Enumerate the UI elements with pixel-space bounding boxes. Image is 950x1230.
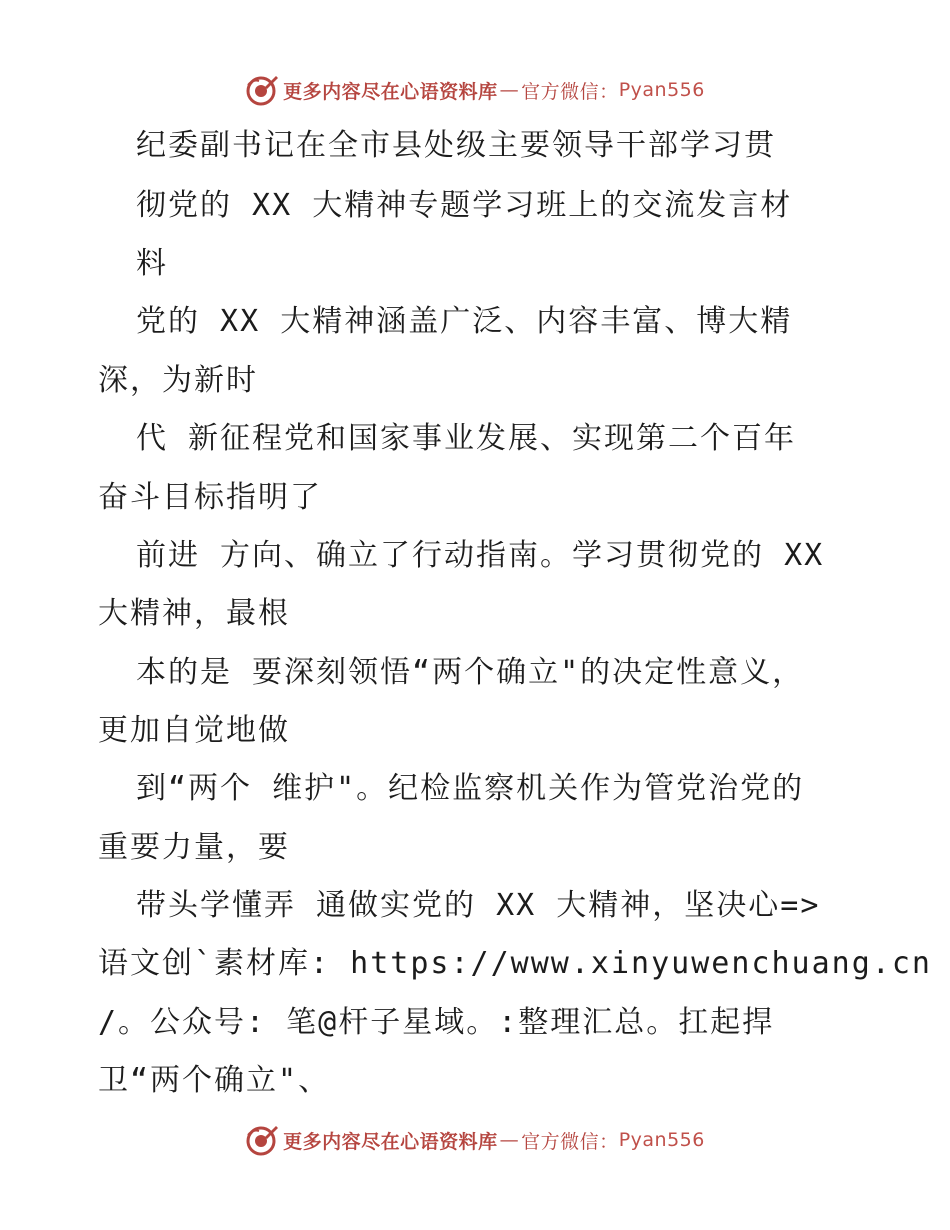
paragraph-line: 本的是 要深刻领悟“两个确立"的决定性意义， xyxy=(136,655,805,690)
paragraph-line: 重要力量，要 xyxy=(98,830,290,865)
title-line: 纪委副书记在全市县处级主要领导干部学习贯 xyxy=(136,128,776,163)
footer-watermark xyxy=(0,1122,950,1158)
paragraph-line: 更加自觉地做 xyxy=(98,713,290,748)
watermark-label: 官方微信： xyxy=(521,80,619,103)
paragraph-line: 卫“两个确立"、 xyxy=(98,1063,331,1098)
pen-logo-icon xyxy=(245,1123,279,1157)
title-line: 彻党的 XX 大精神专题学习班上的交流发言材 xyxy=(136,188,793,223)
paragraph-line: 大精神，最根 xyxy=(98,596,290,631)
header-watermark xyxy=(0,72,950,108)
paragraph-line: 代 新征程党和国家事业发展、实现第二个百年 xyxy=(136,421,797,456)
paragraph-line: 奋斗目标指明了 xyxy=(98,480,322,515)
paragraph-line: /。公众号: 笔@杆子星域。:整理汇总。扛起捍 xyxy=(98,1005,775,1040)
paragraph-line: 深，为新时 xyxy=(98,363,258,398)
watermark-brand: 更多内容尽在心语资料库 xyxy=(283,1130,498,1153)
paragraph-line: 到“两个 维护"。纪检监察机关作为管党治党的 xyxy=(136,771,805,806)
watermark-brand: 更多内容尽在心语资料库 xyxy=(283,80,498,103)
paragraph-line: 前进 方向、确立了行动指南。学习贯彻党的 XX xyxy=(136,538,825,573)
paragraph-line: 党的 XX 大精神涵盖广泛、内容丰富、博大精 xyxy=(136,304,793,339)
paragraph-line: 带头学懂弄 通做实党的 XX 大精神，坚决心=> xyxy=(136,888,821,923)
pen-logo-icon xyxy=(245,73,279,107)
watermark-dash: — xyxy=(499,79,520,101)
watermark-label: 官方微信： xyxy=(521,1130,619,1153)
watermark-wechat-id: Pyan556 xyxy=(618,1129,705,1151)
watermark-wechat-id: Pyan556 xyxy=(618,79,705,101)
paragraph-line: 语文创`素材库: https://www.xinyuwenchuang.cn xyxy=(98,946,932,981)
title-line: 料 xyxy=(136,246,168,281)
watermark-dash: — xyxy=(499,1129,520,1151)
